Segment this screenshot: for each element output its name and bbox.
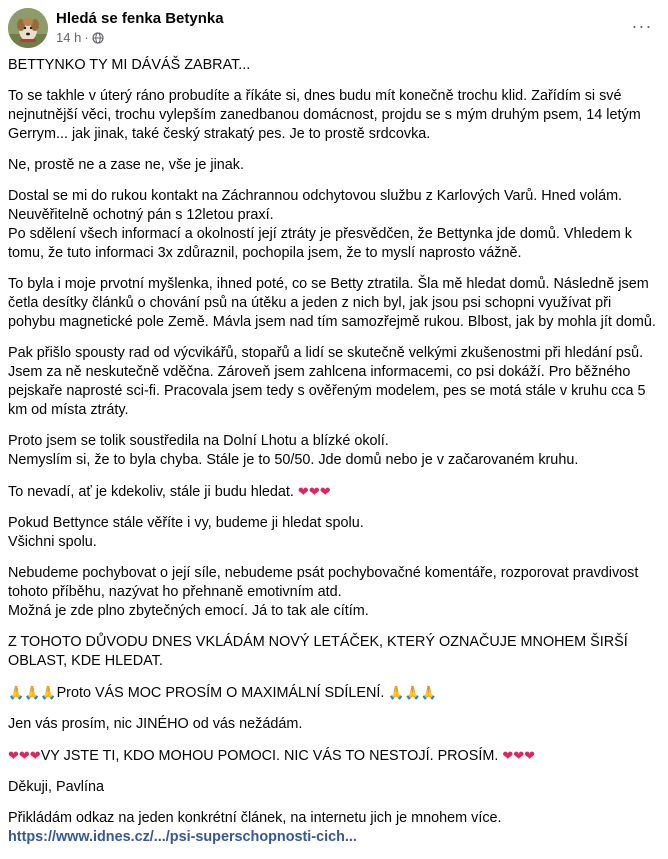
paragraph: Z TOHOTO DŮVODU DNES VKLÁDÁM NOVÝ LETÁČEK, KTERÝ OZNAČUJE MNOHEM ŠIRŠÍ OBLAST, KDE HLEDAT.	[8, 634, 628, 669]
post-meta	[56, 30, 104, 45]
paragraph: Děkuji, Pavlína	[8, 779, 104, 795]
paragraph: Dostal se mi do rukou kontakt na Záchrannou odchytovou službu z Karlových Varů. Hned volám. Neuvěřitelně ochotný pán s 12letou praxí. Po sdělení všech informací a okolností její ztráty je přesvědčen, že Bettynka jde domů. Vhledem k tomu, že tuto informaci 3x zdůraznil, pochopila jsem, že to myslí naprosto vážně.	[8, 188, 632, 261]
author-name[interactable]: Hledá se fenka Betynka	[56, 10, 224, 27]
meta-separator: ·	[84, 30, 89, 45]
paragraph: Pak přišlo spousty rad od výcvikářů, stopařů a lidí se skutečně velkými zkušenostmi při hledání psů. Jsem za ně neskutečně vděčna. Zároveň jsem zahlcena informacemi, co psi dokáží. Pro běžného pejskaře naprosté sci-fi. Pracovala jsem tedy s ověřeným modelem, pes se motá stále v kruhu cca 5 km od místa ztráty.	[8, 345, 646, 418]
more-options-icon[interactable]: ···	[631, 15, 653, 36]
paragraph: ❤❤❤VY JSTE TI, KDO MOHOU POMOCI. NIC VÁS TO NESTOJÍ. PROSÍM. ❤❤❤	[8, 748, 536, 764]
heart-icon: ❤❤❤	[502, 748, 536, 763]
paragraph: To nevadí, ať je kdekoliv, stále ji budu hledat. ❤❤❤	[8, 484, 331, 500]
globe-icon[interactable]	[92, 32, 104, 44]
avatar[interactable]	[8, 8, 48, 48]
post-body	[8, 56, 658, 859]
paragraph: Proto jsem se tolik soustředila na Dolní Lhotu a blízké okolí. Nemyslím si, že to byla chyba. Stále je to 50/50. Jde domů nebo je v začarovaném kruhu.	[8, 433, 579, 468]
heart-icon: ❤❤❤	[8, 748, 41, 763]
paragraph: To se takhle v úterý ráno probudíte a říkáte si, dnes budu mít konečně trochu klid. Zařídím si své nejnutnější věci, trochu vylepším zanedbanou domácnost, projdu se s mým druhým psem, 14 letým Gerrym... jak jinak, také český strakatý pes. Je to prostě srdcovka.	[8, 88, 641, 142]
paragraph: Přikládám odkaz na jeden konkrétní článek, na internetu jich je mnohem více. https://www.idnes.cz/.../psi-superschopnosti-cich...	[8, 810, 502, 845]
pray-icon: 🙏🙏🙏	[388, 685, 437, 700]
avatar-dog-photo	[8, 8, 48, 48]
article-link[interactable]: https://www.idnes.cz/.../psi-superschopnosti-cich...	[8, 829, 357, 845]
paragraph: BETTYNKO TY MI DÁVÁŠ ZABRAT...	[8, 57, 251, 73]
heart-icon: ❤❤❤	[297, 484, 331, 499]
pray-icon: 🙏🙏🙏	[8, 685, 57, 700]
paragraph: Nebudeme pochybovat o její síle, nebudeme psát pochybovačné komentáře, rozporovat pravdivost tohoto příběhu, nazývat ho přehnaně emotivním atd. Možná je zde plno zbytečných emocí. Já to tak ale cítím.	[8, 565, 639, 619]
paragraph: 🙏🙏🙏Proto VÁS MOC PROSÍM O MAXIMÁLNÍ SDÍLENÍ. 🙏🙏🙏	[8, 685, 437, 701]
paragraph: Ne, prostě ne a zase ne, vše je jinak.	[8, 157, 244, 173]
paragraph: To byla i moje prvotní myšlenka, ihned poté, co se Betty ztratila. Šla mě hledat domů. Následně jsem četla desítky článků o chování psů na útěku a jeden z nich byl, jak jsou psi schopni využívat při pohybu magnetické pole Země. Mávla jsem nad tím samozřejmě rukou. Blbost, jak by mohla jít domů.	[8, 276, 656, 330]
post-time[interactable]: 14 h	[56, 30, 82, 45]
post-header	[8, 8, 656, 48]
paragraph: Jen vás prosím, nic JINÉHO od vás nežádám.	[8, 716, 303, 732]
paragraph: Pokud Bettynce stále věříte i vy, budeme ji hledat spolu. Všichni spolu.	[8, 515, 364, 550]
